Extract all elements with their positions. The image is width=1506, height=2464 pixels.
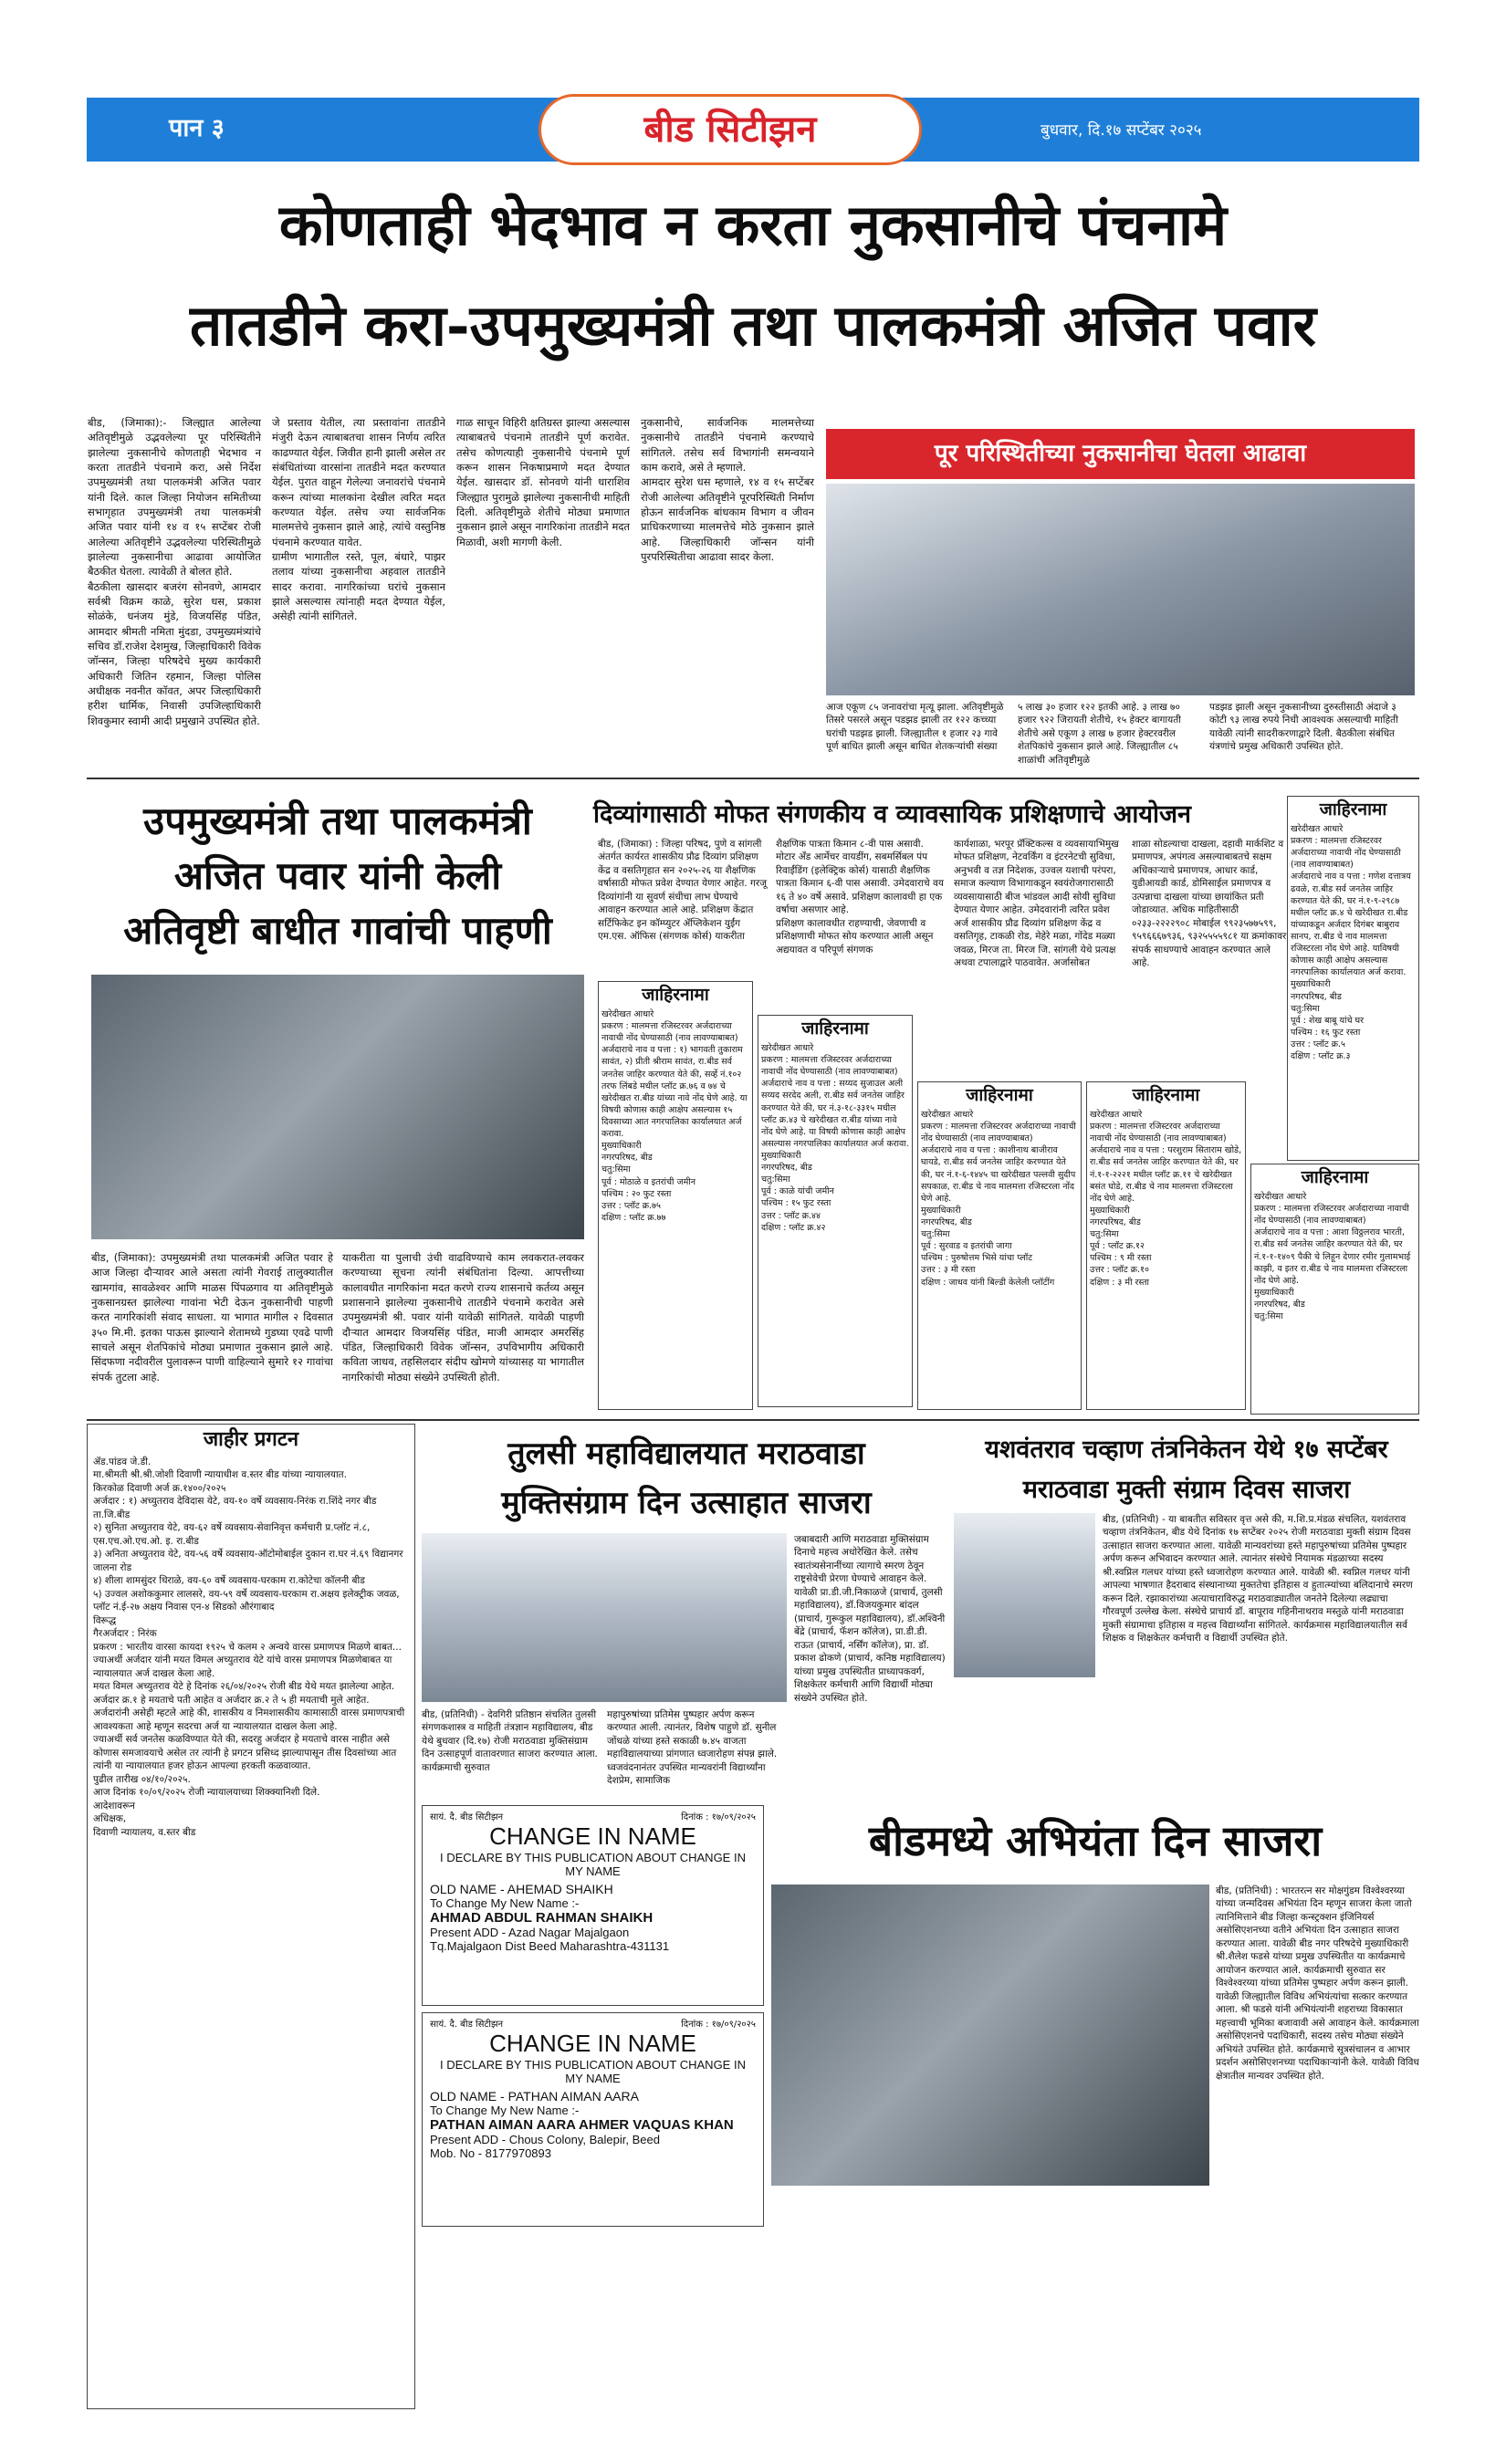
court-notice xyxy=(87,1424,415,2409)
notice-d xyxy=(917,1081,1082,1410)
notice-f xyxy=(1250,1164,1419,1415)
notice-f-body: खरेदीखत आधारे प्रकरण : मालमत्ता रजिस्टरवर अर्जदाराच्या नावाची नोंद घेण्यासाठी (नाव लावण्याबाबत) अर्जदाराचे नाव व पत्ता : आशा विठ्ठलराव भारती, रा.बीड सर्व जनतेस जाहिर करण्यात येते की, घर नं.१-१-१४०९ पैकी चे लिहून देणार रमीर गुलामभाई काझी, व इतर रा.बीड चे नाव मालमत्ता रजिस्टरला नोंद घेणे आहे. मुख्याधिकारी नगरपरिषद, बीड चतु:सिमा xyxy=(1254,1192,1411,1322)
notice-c-body: खरेदीखत आधारे प्रकरण : मालमत्ता रजिस्टरवर अर्जदाराच्या नावाची नोंद घेण्यासाठी (नाव लावण्याबाबत) अर्जदाराचे नाव व पत्ता : सय्यद सुजाउल अली सय्यद सरदेद अली, रा.बीड सर्व जनतेस जाहिर करण्यात येते की, घर नं.३-१८-३३१५ मधील प्लॉट क्र.४३ चे खरेदीखत रा.बीड यांच्या नावे नोंद घेणे आहे. या विषयी कोणास काही आक्षेप असल्यास नगरपालिका कार्यालयात अर्ज करावा. मुख्याधिकारी नगरपरिषद, बीड चतु:सिमा पूर्व : काळे यांची जमीन पश्चिम : १५ फुट रस्ता उत्तर : प्लॉट क्र.४४ दक्षिण : प्लॉट क्र.४२ xyxy=(761,1043,909,1233)
section-divider-2 xyxy=(87,1419,1419,1421)
notice-d-title: जाहिरनामा xyxy=(966,1085,1033,1105)
notice-d-body: खरेदीखत आधारे प्रकरण : मालमत्ता रजिस्टरवर अर्जदाराच्या नावाची नोंद घेण्यासाठी (नाव लावण्याबाबत) अर्जदाराचे नाव व पत्ता : काशीनाथ बाजीराव घायडे, रा.बीड सर्व जनतेस जाहिर करण्यात येते की, घर नं.१-६-१४४५ चा खरेदीखत पल्लवी सुदीप सपकाळ, रा.बीड चे नाव मालमत्ता रजिस्टरला नोंद घेणे आहे. मुख्याधिकारी नगरपरिषद, बीड चतु:सिमा पूर्व : सुरवाड व इतरांची जागा पश्चिम : पुरुषोत्तम भिसे यांचा प्लॉट उत्तर : ३ मी रस्ता दक्षिण : जाधव यांनी बिल्डी केलेली प्लॉटींग xyxy=(921,1110,1076,1288)
lead-col-2: जे प्रस्ताव येतील, त्या प्रस्तावांना तातडीने मंजुरी देऊन त्याबाबतचा शासन निर्णय त्वरित काढण्यात येईल. जिवीत हानी झाली असेल तर संबंधितांच्या वारसांना तातडीने मदत करण्यात येईल. पुरात वाहून गेलेल्या जनावरांचे पंचनामे करून त्यांच्या मालकांना देखील त्वरित मदत करण्यात येईल. तसेच ज्या सार्वजनिक मालमत्तेचे नुकसान झाले आहे, त्यांचे वस्तुनिष्ठ पंचनामे करण्यात यावेत. ग्रामीण भागातील रस्ते, पूल, बंधारे, पाझर तलाव यांच्या नुकसानीचा अहवाल तातडीने सादर करावा. नागरिकांच्या घरांचे नुकसान झाले असल्यास त्यांनाही मदत देण्यात येईल, असेही त्यांनी सांगितले. xyxy=(272,416,445,623)
engineer-headline: बीडमध्ये अभियंता दिन साजरा xyxy=(868,1816,1323,1865)
ad1-declare: I DECLARE BY THIS PUBLICATION ABOUT CHANGE IN MY NAME xyxy=(440,1851,746,1878)
page-number: पान ३ xyxy=(169,114,225,142)
ad2-new-name: PATHAN AIMAN AARA AHMER VAQUAS KHAN xyxy=(430,2117,734,2133)
notice-b-body: खरेदीखत आधारे प्रकरण : मालमत्ता रजिस्टरवर अर्जदाराच्या नावाची नोंद घेण्यासाठी (नाव लावण्याबाबत) अर्जदाराचे नाव व पत्ता : १) भागवती तुकाराम सावंत, २) प्रीती श्रीराम सावंत, रा.बीड सर्व जनतेस जाहिर करण्यात येते की, सर्व्हे नं.१०२ तरफ लिंबडे मधील प्लॉट क्र.७६ व ७४ चे खरेदीखत रा.बीड यांच्या नावे नोंद घेणे आहे. या विषयी कोणास काही आक्षेप असल्यास १५ दिवसाच्या आत नगरपालिका कार्यालयात अर्ज करावा. मुख्याधिकारी नगरपरिषद, बीड चतु:सिमा पूर्व : मोठाळे व इतरांची जमीन पश्चिम : २० फुट रस्ता उत्तर : प्लॉट क्र.७५ दक्षिण : प्लॉट क्र.७७ xyxy=(601,1009,748,1223)
lead-col-1: बीड, (जिमाका):- जिल्ह्यात आलेल्या अतिवृष्टीमुळे उद्भवलेल्या पूर परिस्थितीने झालेल्या नुकसानीचे कोणताही भेदभाव न करता तातडीने पंचनामे करा, असे निर्देश उपमुख्यमंत्री तथा पालकमंत्री अजित पवार यांनी दिले. काल जिल्हा नियोजन समितीच्या सभागृहात उपमुख्यमंत्री तथा पालकमंत्री अजित पवार यांनी १४ व १५ सप्टेंबर रोजी आलेल्या अतिवृष्टीने उद्भवलेल्या परिस्थितीमुळे झालेल्या नुकसानीचा आढावा आयोजित बैठकीत घेतला. त्यावेळी ते बोलत होते. बैठकीला खासदार बजरंग सोनवणे, आमदार सर्वश्री विक्रम काळे, सुरेश धस, प्रकाश सोळंके, धनंजय मुंडे, विजयसिंह पंडित, आमदार श्रीमती नमिता मुंदडा, उपमुख्यमंत्र्यांचे सचिव डॉ.राजेश देशमुख, जिल्हाधिकारी विवेक जॉन्सन, जिल्हा परिषदेचे मुख्य कार्यकारी अधिकारी जितिन रहमान, जिल्हा पोलिस अधीक्षक नवनीत कॉवत, अपर जिल्हाधिकारी हरीश धार्मिक, निवासी उपजिल्हाधिकारी शिवकुमार स्वामी आदी प्रमुखाने उपस्थित होते. xyxy=(88,416,261,727)
ad1-new-name: AHMAD ABDUL RAHMAN SHAIKH xyxy=(430,1910,654,1926)
lead-headline-line2: तातडीने करा-उपमुख्यमंत्री तथा पालकमंत्री अजित पवार xyxy=(189,292,1317,359)
notice-b xyxy=(598,981,753,1410)
inspection-photo xyxy=(91,975,584,1239)
lead-photo-caption: पूर परिस्थितीच्या नुकसानीचा घेतला आढावा xyxy=(826,429,1415,479)
engineer-photo xyxy=(771,1885,1209,2186)
ad1-date: दिनांक : १७/०९/२०२५ xyxy=(681,1812,756,1822)
lead-col-7: पडझड झाली असून नुकसानीच्या दुरुस्तीसाठी अंदाजे ३ कोटी ९३ लाख रुपये निधी आवश्यक असल्याची माहिती यावेळी त्यांनी सादरीकरणाद्वारे दिली. बैठकीला संबंधित यंत्रणांचे प्रमुख अधिकारी उपस्थित होते. xyxy=(1209,702,1402,753)
tulsi-col-2: महापुरुषांच्या प्रतिमेस पुष्पहार अर्पण करून करण्यात आली. त्यानंतर, विशेष पाहुणे डॉ. सुनील जोंधळे यांच्या हस्ते सकाळी ७.४५ वाजता महाविद्यालयाच्या प्रांगणात ध्वजारोहण संपन्न झाले. ध्वजवंदनानंतर उपस्थित मान्यवरांनी विद्यार्थ्यांना देशप्रेम, सामाजिक xyxy=(607,1709,780,1787)
ad1-old-name: OLD NAME - AHEMAD SHAIKH xyxy=(430,1882,613,1896)
masthead-title: बीड सिटीझन xyxy=(643,109,817,151)
ad2-date: दिनांक : १७/०९/२०२५ xyxy=(681,2020,756,2030)
yashwant-headline-line1: यशवंतराव चव्हाण तंत्रनिकेतन येथे १७ सप्टेंबर xyxy=(985,1436,1388,1464)
divyang-col-1: बीड, (जिमाका) : जिल्हा परिषद, पुणे व सांगली अंतर्गत कार्यरत शासकीय प्रौढ दिव्यांग प्रशिक्षण केंद्र व वसतिगृहात सन २०२५-२६ या शैक्षणिक वर्षासाठी मोफत प्रवेश देण्यात येणार आहेत. गरजू दिव्यांगांनी या सुवर्ण संधीचा लाभ घेण्याचे आवाहन करण्यात आले आहे. प्रशिक्षण केंद्रात सर्टिफिकेट इन कॉम्प्युटर ॲप्लिकेशन युईंग एम.एस. ऑफिस (संगणक कोर्स) याकरीता xyxy=(598,839,770,943)
divyang-col-2: शैक्षणिक पात्रता किमान ८-वी पास असावी. मोटार अँड आर्मेचर वायडींग, सबमर्सिबल पंप रिवाईंडिंग (इलेक्ट्रिक कोर्स) यासाठी शैक्षणिक पात्रता किमान ६-वी पास असावी. उमेदवाराचे वय १६ ते ४० वर्षे असावे. प्रशिक्षण कालावधी हा एक वर्षाचा असणार आहे. प्रशिक्षण कालावधीत राहण्याची, जेवणाची व प्रशिक्षणाची मोफत सोय करण्यात आली असून अद्ययावत व परिपूर्ण संगणक xyxy=(776,839,944,955)
notice-a xyxy=(1287,796,1419,1161)
divyang-col-3: कार्यशाळा, भरपूर प्रॅक्टिकल्स व व्यवसायाभिमुख मोफत प्रशिक्षण, नेटवर्किंग व इंटरनेटची सुविधा, अनुभवी व तज्ञ निदेशक, उज्वल यशाची परंपरा, समाज कल्याण विभागाकडून स्वयंरोजगारासाठी व्यवसायासाठी बीज भांडवल आदी सोयी सुविधा देण्यात येणार आहेत. उमेदवारांनी त्वरित प्रवेश अर्ज शासकीय प्रौढ दिव्यांग प्रशिक्षण केंद्र व वसतिगृह, टाकळी रोड, मेहेरे मळा, गोंदेड मळ्या जवळ, मिरज ता. मिरज जि. सांगली येथे प्रत्यक्ष अथवा टपालाद्वारे पाठवावेत. अर्जासोबत xyxy=(954,839,1123,969)
inspection-col-1: बीड, (जिमाका): उपमुख्यमंत्री तथा पालकमंत्री अजित पवार हे आज जिल्हा दौऱ्यावर आले असता त्यांनी गेवराई तालुक्यातील खामगांव, सावळेश्वर आणि माळस पिंपळगाव या अतिवृष्टीमुळे नुकसानग्रस्त झालेल्या गावांना भेटी देऊन नुकसानीची पाहणी करत नागरिकांशी संवाद साधला. या भागात मागील २ दिवसात ३५० मि.मी. इतका पाऊस झाल्याने शेतामध्ये गुडघ्या एवढे पाणी साचले असून शेतपिकांचे मोठ्या प्रमाणात नुकसान झाले आहे. सिंदफणा नदीवरील पुलावरून पाणी वाहिल्याने सुमारे १२ गावांचा संपर्क तुटला आहे. xyxy=(91,1251,337,1383)
ad2-to: To Change My New Name :- xyxy=(430,2104,580,2117)
notice-e-body: खरेदीखत आधारे प्रकरण : मालमत्ता रजिस्टरवर अर्जदाराच्या नावाची नोंद घेण्यासाठी (नाव लावण्याबाबत) अर्जदाराचे नाव व पत्ता : परशुराम सिताराम खोडे, रा.बीड सर्व जनतेस जाहिर करण्यात येते की, घर नं.१-१-२२२१ मधील प्लॉट क्र.११ चे खरेदीखत बसंत घोडे, रा.बीड चे नाव मालमत्ता रजिस्टरला नोंद घेणे आहे. मुख्याधिकारी नगरपरिषद, बीड चतु:सिमा पूर्व : प्लॉट क्र.१२ पश्चिम : ९ मी रस्ता उत्तर : प्लॉट क्र.१० दक्षिण : ३ मी रस्ता xyxy=(1090,1110,1242,1288)
notice-b-title: जाहिरनामा xyxy=(642,985,709,1005)
name-change-ad-1 xyxy=(422,1805,764,2006)
lead-col-4: नुकसानीचे, सार्वजनिक मालमत्तेच्या नुकसानीचे तातडीने पंचनामे करण्याचे सांगितले. तसेच सर्व विभागांनी समन्वयाने काम करावे, असे ते म्हणाले. आमदार सुरेश धस म्हणाले, १४ व १५ सप्टेंबर रोजी आलेल्या अतिवृष्टीने पूरपरिस्थिती निर्माण होऊन सार्वजनिक बांधकाम विभाग व जीवन प्राधिकरणाच्या मालमत्तेचे मोठे नुकसान झाले आहे. जिल्हाधिकारी जॉन्सन यांनी पुरपरिस्थितीचा आढावा सादर केला. xyxy=(641,416,814,563)
ad2-old-name: OLD NAME - PATHAN AIMAN AARA xyxy=(430,2089,639,2104)
tulsi-headline-line2: मुक्तिसंग्राम दिन उत्साहात साजरा xyxy=(501,1485,872,1521)
ad1-to: To Change My New Name :- xyxy=(430,1896,580,1910)
divyang-col-4: शाळा सोडल्याचा दाखला, दहावी मार्कशिट व प्रमाणपत्र, अपंगत्व असल्याबाबतचे सक्षम अधिकाऱ्याचे प्रमाणपत्र, आधार कार्ड, युडीआयडी कार्ड, डोमिसाईल प्रमाणपत्र व उत्पन्नाचा दाखला यांच्या छायांकित प्रती जोडाव्यात. अधिक माहितीसाठी ०२३३-२२२२९०८ मोबाईल ९९२३५७७५९९, ९५९६६६७९३६, ९३२५५५५९८१ या क्रमांकावर संपर्क साधण्याचे आवाहन करण्यात आले आहे. xyxy=(1132,839,1290,969)
lead-photo-meeting xyxy=(826,484,1415,695)
ad1-title: CHANGE IN NAME xyxy=(489,1822,696,1850)
inspection-headline-line3: अतिवृष्टी बाधीत गावांची पाहणी xyxy=(123,908,552,953)
ad2-declare: I DECLARE BY THIS PUBLICATION ABOUT CHANGE IN MY NAME xyxy=(440,2058,746,2085)
inspection-headline-line1: उपमुख्यमंत्री तथा पालकमंत्री xyxy=(143,799,532,843)
court-notice-body: ॲड.पांडव जे.डी. मा.श्रीमती श्री.श्री.जोशी दिवाणी न्यायाधीश व.स्तर बीड यांच्या न्यायालयात. किरकोळ दिवाणी अर्ज क्र.१४००/२०२५ अर्जदार : १) अच्युतराव देविदास येटे, वय-१० वर्षे व्यवसाय-निरंक रा.शिंदे नगर बीड ता.जि.बीड २) सुनिता अच्युतराव येटे, वय-६२ वर्षे व्यवसाय-सेवानिवृत्त कर्मचारी प्र.प्लॉट नं.८, एस.एच.ओ.एच.ओ. इ. रा.बीड ३) अनिता अच्युतराव येटे, वय-५६ वर्षे व्यवसाय-ऑटोमोबाईल दुकान रा.घर नं.६९ विद्यानगर जालना रोड ४) शीला शामसुंदर धिराळे, वय-६० वर्षे व्यवसाय-घरकाम रा.कोटेचा कॉलनी बीड ५) उज्वल अशोककुमार लालसरे, वय-५९ वर्षे व्यवसाय-घरकाम रा.अक्षय इलेक्ट्रीक जवळ, प्लॉट नं.ई-२७ अक्षय निवास एन-४ सिडको औरंगाबाद विरूद्ध गैरअर्जदार : निरंक प्रकरण : भारतीय वारसा कायदा १९२५ चे कलम २ अन्वये वारस प्रमाणपत्र मिळणे बाबत... ज्याअर्थी अर्जदार यांनी मयत विमल अच्युतराव येटे यांचे वारस प्रमाणपत्र मिळणेबाबत या न्यायालयात अर्ज दाखल केला आहे. मयत विमल अच्युतराव येटे हे दिनांक २६/०४/२०२५ रोजी बीड येथे मयत झालेल्या आहेत. अर्जदार क्र.१ हे मयताचे पती आहेत व अर्जदार क्र.२ ते ५ ही मयताची मुले आहेत. अर्जदारांनी असेही म्हटले आहे की, शासकीय व निमशासकीय कामासाठी वारस प्रमाणपत्राची आवश्यकता आहे म्हणून सदरचा अर्ज या न्यायालयात दाखल केला आहे. ज्याअर्थी सर्व जनतेस कळविण्यात येते की, सदरहु अर्जदार हे मयताचे वारस नाहीत असे कोणास समजावयाचे असेल तर त्यांनी हे प्रगटन प्रसिध्द झाल्यापासून तीस दिवसांच्या आत त्यांनी या न्यायालयात हजर होऊन आपल्या हरकती कळवाव्यात. पुढील तारीख ०४/१०/२०२५. आज दिनांक १०/०९/२०२५ रोजी न्यायालयाच्या शिक्क्यानिशी दिले. आदेशावरून अधिक्षक, दिवाणी न्यायालय, व.स्तर बीड xyxy=(93,1456,405,1838)
notice-f-title: जाहिरनामा xyxy=(1301,1167,1369,1187)
tulsi-photo xyxy=(422,1533,787,1702)
notice-e xyxy=(1086,1081,1246,1410)
ad1-address: Present ADD - Azad Nagar Majalgaon Tq.Majalgaon Dist Beed Maharashtra-431131 xyxy=(430,1926,670,1953)
tulsi-col-1: बीड, (प्रतिनिधी) - देवगिरी प्रतिष्ठान संचलित तुलसी संगणकशास्त्र व माहिती तंत्रज्ञान महाविद्यालय, बीड येथे बुधवार (दि.१७) रोजी मराठवाडा मुक्तिसंग्राम दिन उत्साहपूर्ण वातावरणात साजरा करण्यात आला. कार्यक्रमाची सुरुवात xyxy=(422,1709,601,1773)
ad1-paper: सायं. दै. बीड सिटीझन xyxy=(430,1812,504,1822)
issue-date: बुधवार, दि.१७ सप्टेंबर २०२५ xyxy=(1041,121,1202,140)
ad2-title: CHANGE IN NAME xyxy=(489,2030,696,2057)
yashwant-photo xyxy=(954,1513,1095,1677)
yashwant-body: बीड, (प्रतिनिधी) - या बाबतीत सविस्तर वृत्त असे की, म.शि.प्र.मंडळ संचलित, यशवंतराव चव्हाण तंत्रनिकेतन, बीड येथे दिनांक १७ सप्टेंबर २०२५ रोजी मराठवाडा मुक्ती संग्राम दिवस उत्साहात साजरा करण्यात आला. यावेळी मान्यवरांच्या हस्ते महापुरुषांच्या प्रतिमेस पुष्पहार अर्पण करून अभिवादन करण्यात आले. त्यानंतर संस्थेचे नियामक मंडळाच्या सदस्य श्री.स्वप्निल गलधर यांच्या हस्ते ध्वजारोहण करण्यात आले. यावेळी श्री. स्वप्निल गलधर यांनी आपल्या भाषणात हैदराबाद संस्थानाच्या मुक्ततेचा इतिहास व हुतात्म्यांच्या बलिदानाचे स्मरण करून दिले. रझाकारांच्या अत्याचाराविरुद्ध मराठवाड्यातील जनतेने दिलेल्या लढ्याचा गौरवपूर्ण उल्लेख केला. संस्थेचे प्राचार्य डॉ. बापूराव गहिनीनाथराव मस्तुळे यांनी मराठवाडा मुक्ती संग्रामाचा इतिहास व महत्त्व विद्यार्थ्यांना सांगितले. कार्यक्रमास महाविद्यालयातील सर्व शिक्षक व शिक्षकेतर कर्मचारी व विद्यार्थी उपस्थित होते. xyxy=(1103,1514,1417,1644)
yashwant-headline-line2: मराठवाडा मुक्ती संग्राम दिवस साजरा xyxy=(1022,1476,1351,1504)
notice-a-body: खरेदीखत आधारे प्रकरण : मालमत्ता रजिस्टरवर अर्जदाराच्या नावाची नोंद घेण्यासाठी (नाव लावण्याबाबत) अर्जदाराचे नाव व पत्ता : गणेश दत्तात्रय ढवळे, रा.बीड सर्व जनतेस जाहिर करण्यात येते की, घर नं.१-९-२९८७ मधील प्लॉट क्र.४ चे खरेदीखत रा.बीड यांच्याकडून अर्जदार दिगंबर बाबुराव सानप, रा.बीड चे नाव मालमत्ता रजिस्टरला नोंद घेणे आहे. याविषयी कोणास काही आक्षेप असल्यास नगरपालिका कार्यालयात अर्ज करावा. मुख्याधिकारी नगरपरिषद, बीड चतु:सिमा पूर्व : शेख बाबू यांचे घर पश्चिम : १६ फुट रस्ता उत्तर : प्लॉट क्र.५ दक्षिण : प्लॉट क्र.३ xyxy=(1291,824,1411,1062)
engineer-body: बीड, (प्रतिनिधी) : भारतरत्न सर मोक्षगुंडम विश्वेश्वरय्या यांच्या जन्मदिवस अभियंता दिन म्हणून साजरा केला जातो त्यानिमित्ताने बीड जिल्हा कन्स्ट्रक्शन इंजिनियर्स असोसिएशनच्या वतीने अभियंता दिन उत्साहात साजरा करण्यात आला. यावेळी बीड नगर परिषदेचे मुख्याधिकारी श्री.शैलेश फडसे यांच्या प्रमुख उपस्थितीत या कार्यक्रमाचे आयोजन करण्यात आले. कार्यक्रमाची सुरुवात सर विश्वेश्वरय्या यांच्या प्रतिमेस पुष्पहार अर्पण करून झाली. यावेळी जिल्ह्यातील विविध अभियंत्यांचा सत्कार करण्यात आला. श्री फडसे यांनी अभियंत्यांनी शहराच्या विकासात महत्त्वाची भूमिका बजावावी असे आवाहन केले. कार्यक्रमाला असोसिएशनचे पदाधिकारी, सदस्य तसेच मोठ्या संख्येने अभियंते उपस्थित होते. कार्यक्रमाचे सूत्रसंचालन व आभार प्रदर्शन असोसिएशनच्या पदाधिकाऱ्यांनी केले. यावेळी विविध क्षेत्रातील मान्यवर उपस्थित होते. xyxy=(1216,1885,1423,2082)
lead-headline-line1: कोणताही भेदभाव न करता नुकसानीचे पंचनामे xyxy=(278,192,1228,258)
inspection-headline-line2: अजित पवार यांनी केली xyxy=(173,853,502,898)
notice-a-title: जाहिरनामा xyxy=(1319,799,1387,820)
divyang-headline: दिव्यांगासाठी मोफत संगणकीय व व्यावसायिक प्रशिक्षणाचे आयोजन xyxy=(593,800,1191,829)
tulsi-side-text: जबाबदारी आणि मराठवाडा मुक्तिसंग्राम दिनाचे महत्त्व अधोरेखित केले. तसेच स्वातंत्र्यसेनानींच्या त्यागाचे स्मरण ठेवून राष्ट्रसेवेची प्रेरणा घेण्याचे आवाहन केले. यावेळी प्रा.डी.जी.निकाळजे (प्राचार्य, तुलसी महाविद्यालय), डॉ.विजयकुमार बांदल (प्राचार्य, गुरूकुल महाविद्यालय), डॉ.अश्विनी बेंद्रे (प्राचार्य, फॅशन कॉलेज), प्रा.डी.डी. राऊत (प्राचार्य, नर्सिंग कॉलेज), प्रा. डॉ. प्रकाश ढोकणे (प्राचार्य, कनिष्ठ महाविद्यालय) यांच्या प्रमुख उपस्थितीत प्राध्यापकवर्ग, शिक्षकेतर कर्मचारी आणि विद्यार्थी मोठ्या संख्येने उपस्थित होते. xyxy=(794,1534,946,1704)
section-divider xyxy=(87,778,1419,779)
lead-col-5: आज एकूण ८५ जनावरांचा मृत्यू झाला. अतिवृष्टीमुळे तिसरे पसरले असून पडझड झाली तर १२२ कच्च्या घरांची पडझड झाली. जिल्ह्यातील १ हजार २३ गावे पूर्ण बाधित झाली असून बाधित शेतकऱ्यांची संख्या xyxy=(826,702,1007,753)
name-change-ad-2 xyxy=(422,2012,764,2227)
lead-col-6: ५ लाख ३० हजार १२२ इतकी आहे. ३ लाख ७० हजार ९२२ जिरायती शेतीचे, १५ हेक्टर बागायती शेतीचे असे एकूण ३ लाख ७ हजार हेक्टरवरील शेतपिकांचे नुकसान झाले आहे. जिल्ह्यातील ८५ शाळांची अतिवृष्टीमुळे xyxy=(1018,702,1185,766)
ad2-address: Present ADD - Chous Colony, Balepir, Beed Mob. No - 8177970893 xyxy=(430,2133,660,2160)
lead-col-3: गाळ साचून विहिरी क्षतिग्रस्त झाल्या असल्यास त्याबाबतचे पंचनामे तातडीने पूर्ण करावेत. तसेच कोणत्याही नुकसानीचे पंचनामे पूर्ण करून शासन निकषाप्रमाणे मदत देण्यात येईल. खासदार डॉ. सोनवणे यांनी धाराशिव जिल्ह्यात पुरामुळे झालेल्या नुकसानीची माहिती दिली. अतिवृष्टीमुळे शेतीचे मोठ्या प्रमाणात नुकसान झाले असून नागरिकांना तातडीने मदत मिळावी, अशी मागणी केली. xyxy=(456,416,633,548)
ad2-paper: सायं. दै. बीड सिटीझन xyxy=(430,2020,504,2030)
court-notice-title: जाहीर प्रगटन xyxy=(203,1427,299,1451)
notice-c-title: जाहिरनामा xyxy=(801,1018,869,1039)
masthead xyxy=(539,94,922,165)
notice-c xyxy=(758,1015,913,1407)
tulsi-headline-line1: तुलसी महाविद्यालयात मराठवाडा xyxy=(507,1436,865,1472)
notice-e-title: जाहिरनामा xyxy=(1132,1085,1200,1105)
inspection-col-2: याकरीता या पुलाची उंची वाढविण्याचे काम लवकरात-लवकर करण्याच्या सूचना त्यांनी संबंधितांना दिल्या. आपत्तीच्या कालावधीत नागरिकांना मदत करणे राज्य शासनाचे कर्तव्य असून प्रशासनाने झालेल्या नुकसानीचे तातडीने पंचनामे करावेत असे उपमुख्यमंत्री श्री. पवार यांनी यावेळी सांगितले. यावेळी पाहणी दौऱ्यात आमदार विजयसिंह पंडित, माजी आमदार अमरसिंह पंडित, जिल्हाधिकारी विवेक जॉन्सन, उपविभागीय अधिकारी कविता जाधव, तहसिलदार संदीप खोमणे यांच्यासह या भागातील नागरिकांची मोठ्या संख्येने उपस्थिती होती. xyxy=(342,1251,588,1383)
